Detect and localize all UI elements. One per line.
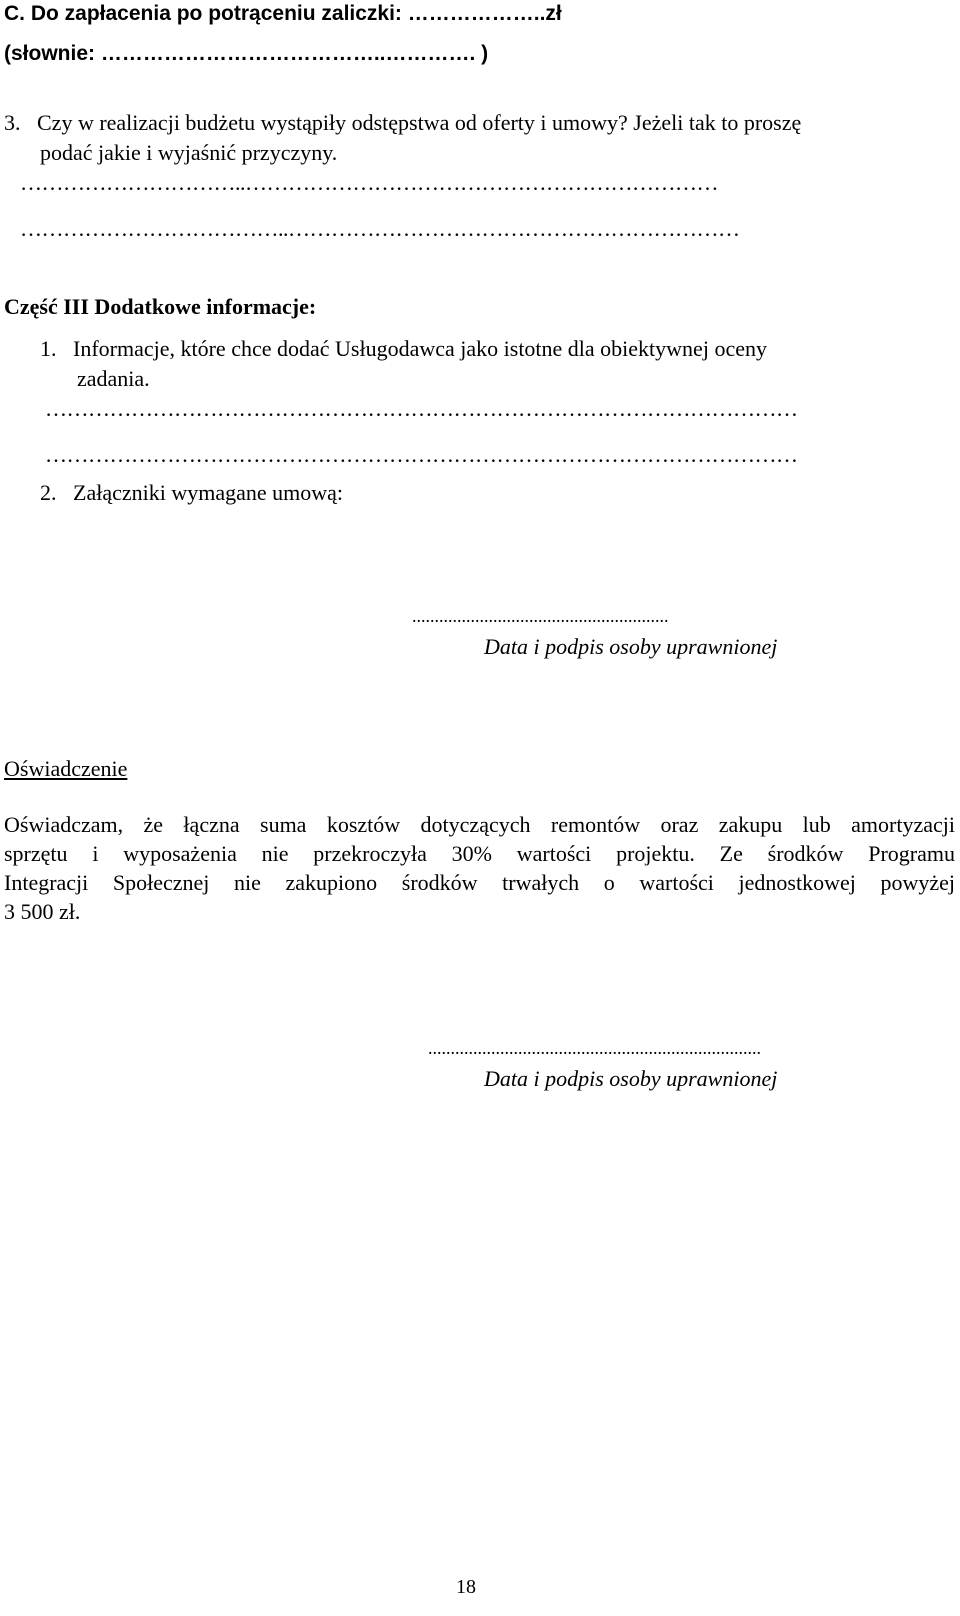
signature-1-dots: ......................................................... <box>412 606 669 626</box>
part-3-heading: Część III Dodatkowe informacje: <box>4 294 317 319</box>
declaration-heading: Oświadczenie <box>4 756 128 781</box>
question-3-line1: 3. Czy w realizacji budżetu wystąpiły odstępstwa od oferty i umowy? Jeżeli tak to proszę <box>4 110 802 135</box>
declaration-line-4: 3 500 zł. <box>4 899 81 924</box>
section-c-heading: C. Do zapłacenia po potrąceniu zaliczki: ………………..zł <box>4 2 562 25</box>
part-3-item1-line1: 1. Informacje, które chce dodać Usługodawca jako istotne dla obiektywnej oceny <box>40 336 767 361</box>
page-number: 18 <box>456 1576 476 1598</box>
signature-2-dots: .......................................................................... <box>428 1038 761 1058</box>
answer-dots-line-1: …………………………..………………………………………………………… <box>20 170 718 195</box>
part-3-item2: 2. Załączniki wymagane umową: <box>40 480 344 505</box>
part-3-item1-line2: zadania. <box>77 366 150 391</box>
declaration-line-3: Integracji Społecznej nie zakupiono środków trwałych o wartości jednostkowej powyżej <box>4 870 955 895</box>
declaration-line-2: sprzętu i wyposażenia nie przekroczyła 30% wartości projektu. Ze środków Programu <box>4 841 955 866</box>
part-3-dots-line-2: …………………………………………………………………………………………… <box>45 442 798 467</box>
declaration-line-1: Oświadczam, że łączna suma kosztów dotyczących remontów oraz zakupu lub amortyzacji <box>4 812 955 837</box>
part-3-dots-line-1: …………………………………………………………………………………………… <box>45 396 798 421</box>
signature-1-caption: Data i podpis osoby uprawnionej <box>484 634 778 659</box>
question-3-line2: podać jakie i wyjaśnić przyczyny. <box>40 140 338 165</box>
signature-2-caption: Data i podpis osoby uprawnionej <box>484 1066 778 1091</box>
amount-in-words-line: (słownie: …………………………………..…………. ) <box>4 42 489 65</box>
answer-dots-line-2: ………………………………..……………………………………………………… <box>20 216 740 241</box>
